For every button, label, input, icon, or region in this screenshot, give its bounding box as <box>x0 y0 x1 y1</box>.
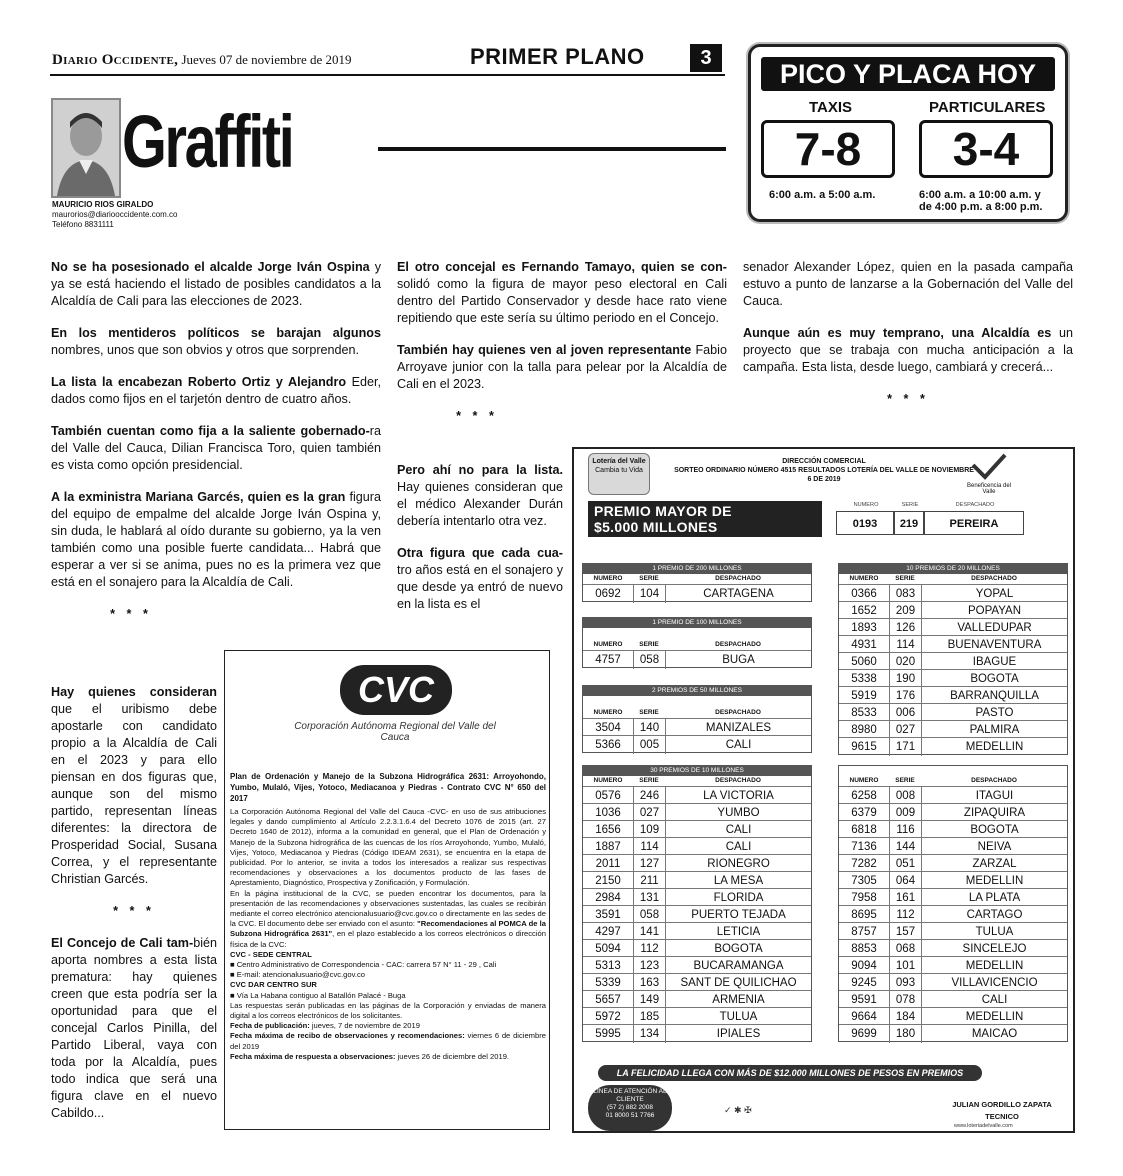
ticket-number: 1893 <box>851 622 877 634</box>
ticket-number: 9591 <box>851 994 877 1006</box>
despachado-city: VALLEDUPAR <box>921 619 1067 637</box>
col-header: DESPACHADO <box>955 502 995 508</box>
sede-email[interactable]: ■ E-mail: atencionalusuario@cvc.gov.co <box>230 970 365 980</box>
mayor-numero: 0193 <box>836 511 894 535</box>
taxis-label: TAXIS <box>809 99 853 116</box>
ticket-serie: 211 <box>633 872 665 890</box>
ticket-number: 1036 <box>595 807 621 819</box>
ticket-serie: 134 <box>633 1025 665 1043</box>
col-header: DESPACHADO <box>971 575 1017 582</box>
col-header: NUMERO <box>593 641 623 648</box>
paragraph: El otro concejal es Fernando Tamayo, quien se con-solidó como la figura de mayor peso electoral en Cali dentro del Partido Conservador y desde hace rato viene repitiendo que este sería su último periodo en el Concejo. <box>397 260 727 325</box>
despachado-city: YOPAL <box>921 585 1067 603</box>
cvc-heading: Plan de Ordenación y Manejo de la Subzona Hidrográfica 2631: Arroyohondo, Yumbo, Mulaló, Vijes, Yotoco, Mediacanoa y Piedras - Contrato CVC N° 650 del 2017 <box>230 772 546 803</box>
pico-title: PICO Y PLACA HOY <box>761 57 1055 91</box>
ticket-number: 5339 <box>595 977 621 989</box>
col-header: NUMERO <box>593 709 623 716</box>
despachado-city: PALMIRA <box>921 721 1067 739</box>
ticket-serie: 068 <box>889 940 921 958</box>
paragraph: También cuentan como fija a la saliente gobernado-ra del Valle del Cauca, Dilian Francisca Toro, quien también es vista como opción presidencial. <box>51 424 381 472</box>
ticket-number: 5313 <box>595 960 621 972</box>
masthead <box>52 52 351 69</box>
separator-stars: * * * <box>113 904 155 918</box>
ticket-number: 1652 <box>851 605 877 617</box>
ticket-number: 7282 <box>851 858 877 870</box>
ticket-serie: 112 <box>633 940 665 958</box>
col-header: DESPACHADO <box>715 575 761 582</box>
author-phone: Teléfono 8831111 <box>52 220 114 229</box>
col-header: DESPACHADO <box>971 777 1017 784</box>
col-header: NUMERO <box>593 777 623 784</box>
despachado-city: LA PLATA <box>921 889 1067 907</box>
prize-row <box>839 1024 1067 1043</box>
particulares-digits: 3-4 <box>919 120 1053 178</box>
prize-row <box>583 1024 811 1043</box>
despachado-city: FLORIDA <box>665 889 811 907</box>
ticket-number: 7136 <box>851 841 877 853</box>
ticket-serie: 161 <box>889 889 921 907</box>
despachado-city: IPIALES <box>665 1025 811 1043</box>
ticket-number: 7958 <box>851 892 877 904</box>
despachado-city: MEDELLIN <box>921 872 1067 890</box>
section-title: PRIMER PLANO <box>470 44 645 69</box>
col-header: SERIE <box>895 777 915 784</box>
prize-group-title: 10 PREMIOS DE 20 MILLONES <box>839 564 1067 574</box>
particulares-time: 6:00 a.m. a 10:00 a.m. y de 4:00 p.m. a 8:00 p.m. <box>919 189 1043 213</box>
col-header: SERIE <box>639 641 659 648</box>
prize-row <box>583 584 811 603</box>
ticket-serie: 209 <box>889 602 921 620</box>
paragraph: Aunque aún es muy temprano, una Alcaldía es un proyecto que se trabaja con mucha anticipación a la campaña. Esta lista, desde luego, cambiará y crecerá... <box>743 326 1073 374</box>
prize-group-title: 1 PREMIO DE 200 MILLONES <box>583 564 811 574</box>
ticket-number: 9699 <box>851 1028 877 1040</box>
seals-icon: ✓ ✱ ✠ <box>724 1105 752 1115</box>
col-header: SERIE <box>639 777 659 784</box>
despachado-city: CALI <box>665 838 811 856</box>
ticket-serie: 104 <box>633 585 665 603</box>
sede-title: CVC - SEDE CENTRAL <box>230 949 312 959</box>
author-name: MAURICIO RIOS GIRALDO <box>52 200 154 209</box>
despachado-city: LETICIA <box>665 923 811 941</box>
prize-table <box>582 617 812 668</box>
col-header: SERIE <box>901 502 919 508</box>
ticket-serie: 190 <box>889 670 921 688</box>
despachado-city: RIONEGRO <box>665 855 811 873</box>
col-header: DESPACHADO <box>715 777 761 784</box>
ticket-number: 9094 <box>851 960 877 972</box>
despachado-city: NEIVA <box>921 838 1067 856</box>
ticket-number: 3504 <box>595 722 621 734</box>
prize-table <box>838 563 1068 755</box>
signature-block: JULIAN GORDILLO ZAPATA TECNICO <box>952 1100 1052 1121</box>
ticket-serie: 127 <box>633 855 665 873</box>
ticket-serie: 008 <box>889 787 921 805</box>
col-header: DESPACHADO <box>715 709 761 716</box>
ticket-serie: 109 <box>633 821 665 839</box>
despachado-city: IBAGUE <box>921 653 1067 671</box>
col-header: NUMERO <box>849 777 879 784</box>
despachado-city: LA MESA <box>665 872 811 890</box>
cvc-logo: CVC <box>340 665 452 715</box>
ticket-number: 6379 <box>851 807 877 819</box>
ticket-serie: 051 <box>889 855 921 873</box>
ticket-serie: 246 <box>633 787 665 805</box>
sede-line: ■ Centro Administrativo de Correspondencia - CAC: carrera 57 N° 11 - 29 , Cali <box>230 960 497 970</box>
prize-table <box>582 685 812 753</box>
header-rule <box>50 74 725 76</box>
ticket-number: 2984 <box>595 892 621 904</box>
prize-group-title: 2 PREMIOS DE 50 MILLONES <box>583 686 811 696</box>
ticket-serie: 171 <box>889 738 921 756</box>
title-rule <box>378 147 726 151</box>
col-header: SERIE <box>639 709 659 716</box>
pico-y-placa-box <box>748 44 1068 222</box>
ticket-serie: 180 <box>889 1025 921 1043</box>
ticket-number: 9615 <box>851 741 877 753</box>
paragraph: En la página institucional de la CVC, se pueden encontrar los documentos, para la presentación de las recomendaciones y observaciones sustentadas, las cuales se recibirán mediante el correo electrónico atencionalusuario@cvc.gov.co o directamente en las sedes de la CVC. El documento debe ser enviado con el asunto: "Recomendaciones al POMCA de la Subzona Hidrográfica 2631", en el plazo establecido a los correos electrónicos o dirección física de la CVC: <box>230 888 546 949</box>
col-header: SERIE <box>895 575 915 582</box>
despachado-city: MEDELLIN <box>921 738 1067 756</box>
despachado-city: BUENAVENTURA <box>921 636 1067 654</box>
atencion-cliente: LINEA DE ATENCIÓN AL CLIENTE (57 2) 882 2008 01 8000 51 7766 <box>588 1085 672 1131</box>
lottery-results <box>572 447 1075 1133</box>
ticket-number: 4297 <box>595 926 621 938</box>
ticket-serie: 083 <box>889 585 921 603</box>
article-column-3 <box>743 259 1073 423</box>
article-column-2 <box>397 259 727 440</box>
despachado-city: BUGA <box>665 651 811 669</box>
ticket-number: 9245 <box>851 977 877 989</box>
ticket-number: 7305 <box>851 875 877 887</box>
ticket-number: 9664 <box>851 1011 877 1023</box>
ticket-serie: 144 <box>889 838 921 856</box>
ticket-number: 6258 <box>851 790 877 802</box>
paragraph: A la exministra Mariana Garcés, quien es la gran figura del equipo de empalme del alcalde Jorge Iván Ospina y, sin duda, le hablará al oído durante su gobierno, ya la ven también como una posible fuerte candidata... Habrá que esperar a ver si se anima, pues no es la primera vez que está en el sonajero para la Alcaldía de Cali. <box>51 490 381 589</box>
taxis-digits: 7-8 <box>761 120 895 178</box>
date-line: Fecha de publicación: jueves, 7 de noviembre de 2019 <box>230 1021 420 1031</box>
ticket-serie: 184 <box>889 1008 921 1026</box>
despachado-city: VILLAVICENCIO <box>921 974 1067 992</box>
article-column-1 <box>51 259 381 638</box>
mayor-despachado: PEREIRA <box>924 511 1024 535</box>
separator-stars: * * * <box>887 392 929 406</box>
ticket-serie: 027 <box>889 721 921 739</box>
despachado-city: POPAYAN <box>921 602 1067 620</box>
ticket-serie: 009 <box>889 804 921 822</box>
ticket-serie: 114 <box>633 838 665 856</box>
paragraph: El Concejo de Cali tam-bién aporta nombres a esta lista prematura: hay quienes creen que esta podría ser la oportunidad para que el concejal Carlos Pinilla, del Partido Liberal, vaya con toda por la Alcaldía, pues todo indica que será una figura clave en el nuevo Cabildo... <box>51 936 217 1120</box>
despachado-city: PUERTO TEJADA <box>665 906 811 924</box>
ticket-serie: 020 <box>889 653 921 671</box>
prize-row <box>583 650 811 669</box>
col-header: NUMERO <box>849 575 879 582</box>
paragraph: Pero ahí no para la lista. Hay quienes consideran que el médico Alexander Durán debería intentarlo otra vez. <box>397 463 563 528</box>
ticket-number: 5919 <box>851 690 877 702</box>
separator-stars: * * * <box>456 409 498 423</box>
ticket-serie: 131 <box>633 889 665 907</box>
paragraph: La Corporación Autónoma Regional del Valle del Cauca -CVC- en uso de sus atribuciones legales y dando cumplimiento al Artículo 2.2.3.1.6.4 del Decreto 1076 de 2015 (art. 27 Decreto 1640 de 2012), informa a la comunidad en general, que el Plan de Ordenación y Manejo de la Subzona hidrográfica de las cuencas de los ríos Arroyohondo, Yumbo, Mulaló, Vijes, Yotoco, Mediacanoa y Piedras (Código IDEAM 2631), se encuentra en la etapa de publicidad. Por lo anterior, se invita a todos los interesados a realizar sus respectivas recomendaciones y observaciones a los documentos producto de las fases de Aprestamiento, Diagnóstico, Prospectiva y Zonificación, y Formulación. <box>230 807 546 888</box>
prize-table <box>582 765 812 1042</box>
prize-group-title: 30 PREMIOS DE 10 MILLONES <box>583 766 811 776</box>
ticket-number: 1656 <box>595 824 621 836</box>
date-line: Fecha máxima de respuesta a observaciones: jueves 26 de diciembre del 2019. <box>230 1051 510 1061</box>
beneficencia-logo: Beneficencia del Valle <box>962 453 1016 493</box>
article-column-1b <box>51 684 217 1137</box>
despachado-city: BOGOTA <box>665 940 811 958</box>
article-column-2b <box>397 462 563 628</box>
ticket-serie: 185 <box>633 1008 665 1026</box>
ticket-serie: 078 <box>889 991 921 1009</box>
despachado-city: SINCELEJO <box>921 940 1067 958</box>
ticket-serie: 123 <box>633 957 665 975</box>
col-header: DESPACHADO <box>715 641 761 648</box>
despachado-city: BARRANQUILLA <box>921 687 1067 705</box>
column-title: Graffiti <box>122 100 293 183</box>
ticket-number: 5338 <box>851 673 877 685</box>
paragraph: En los mentideros políticos se barajan algunos nombres, unos que son obvios y otros que sorprenden. <box>51 326 381 357</box>
ticket-serie: 101 <box>889 957 921 975</box>
despachado-city: CALI <box>665 821 811 839</box>
despachado-city: MEDELLIN <box>921 1008 1067 1026</box>
ticket-number: 5657 <box>595 994 621 1006</box>
ticket-number: 4931 <box>851 639 877 651</box>
sede-line: ■ Vía La Habana contiguo al Batallón Palacé - Buga <box>230 990 406 1000</box>
despachado-city: MAICAO <box>921 1025 1067 1043</box>
despachado-city: PASTO <box>921 704 1067 722</box>
ticket-number: 5060 <box>851 656 877 668</box>
paragraph: senador Alexander López, quien en la pasada campaña estuvo a punto de lanzarse a la Gobernación del Valle del Cauca. <box>743 260 1073 308</box>
ticket-serie: 112 <box>889 906 921 924</box>
cvc-body <box>230 771 546 1062</box>
ticket-number: 5972 <box>595 1011 621 1023</box>
issue-date: Jueves 07 de noviembre de 2019 <box>181 52 352 67</box>
prize-table <box>582 563 812 602</box>
col-header: NUMERO <box>853 502 879 508</box>
despachado-city: ITAGUI <box>921 787 1067 805</box>
particulares-label: PARTICULARES <box>929 99 1046 116</box>
ticket-number: 6818 <box>851 824 877 836</box>
ticket-serie: 141 <box>633 923 665 941</box>
author-block <box>52 200 178 230</box>
despachado-city: MANIZALES <box>665 719 811 737</box>
taxis-time: 6:00 a.m. a 5:00 a.m. <box>769 189 876 201</box>
despachado-city: MEDELLIN <box>921 957 1067 975</box>
ticket-serie: 006 <box>889 704 921 722</box>
ticket-number: 8695 <box>851 909 877 921</box>
sede-title: CVC DAR CENTRO SUR <box>230 980 317 990</box>
despachado-city: CARTAGENA <box>665 585 811 603</box>
despachado-city: BUCARAMANGA <box>665 957 811 975</box>
prize-group-title: 1 PREMIO DE 100 MILLONES <box>583 618 811 628</box>
ticket-serie: 114 <box>889 636 921 654</box>
paragraph: No se ha posesionado el alcalde Jorge Iván Ospina y ya se está haciendo el listado de posibles candidatos a la Alcaldía de Cali para las elecciones de 2023. <box>51 260 381 308</box>
ticket-serie: 005 <box>633 736 665 754</box>
lottery-heading: DIRECCIÓN COMERCIAL SORTEO ORDINARIO NÚMERO 4515 RESULTADOS LOTERÍA DEL VALLE DE NOVIEMBRE 6 DE 2019 <box>674 458 974 483</box>
despachado-city: ARMENIA <box>665 991 811 1009</box>
despachado-city: TULUA <box>665 1008 811 1026</box>
ticket-number: 0576 <box>595 790 621 802</box>
ticket-number: 8757 <box>851 926 877 938</box>
ticket-number: 5995 <box>595 1028 621 1040</box>
author-photo <box>51 98 121 198</box>
despachado-city: BOGOTA <box>921 821 1067 839</box>
ticket-serie: 157 <box>889 923 921 941</box>
ticket-number: 4757 <box>595 654 621 666</box>
prize-row <box>583 735 811 754</box>
ticket-serie: 064 <box>889 872 921 890</box>
paragraph: Hay quienes consideran que el uribismo debe apostarle con candidato propio a la Alcaldía de Cali en el 2023 y para ello piensan en dos figuras que, aunque son del mismo partido, representan líneas diferentes: la directora de Prosperidad Social, Susana Correa, y el representante Christian Garcés. <box>51 685 217 886</box>
despachado-city: TULUA <box>921 923 1067 941</box>
ticket-number: 5094 <box>595 943 621 955</box>
ticket-serie: 140 <box>633 719 665 737</box>
ticket-serie: 058 <box>633 906 665 924</box>
ticket-number: 1887 <box>595 841 621 853</box>
despachado-city: ZARZAL <box>921 855 1067 873</box>
ticket-number: 8853 <box>851 943 877 955</box>
ticket-number: 5366 <box>595 739 621 751</box>
mayor-serie: 219 <box>894 511 924 535</box>
col-header: SERIE <box>639 575 659 582</box>
ticket-serie: 126 <box>889 619 921 637</box>
despachado-city: ZIPAQUIRA <box>921 804 1067 822</box>
prize-table <box>838 765 1068 1042</box>
despachado-city: BOGOTA <box>921 670 1067 688</box>
paragraph: Otra figura que cada cua-tro años está en el sonajero y que desde ya entró de nuevo en la lista es el <box>397 546 563 611</box>
despachado-city: SANT DE QUILICHAO <box>665 974 811 992</box>
ticket-serie: 163 <box>633 974 665 992</box>
author-email[interactable]: maurorios@diariooccidente.com.co <box>52 210 178 219</box>
prize-row <box>839 737 1067 756</box>
prize-group-title <box>839 766 1067 776</box>
col-header: NUMERO <box>593 575 623 582</box>
despachado-city: LA VICTORIA <box>665 787 811 805</box>
check-icon <box>969 453 1009 481</box>
ticket-number: 3591 <box>595 909 621 921</box>
ticket-number: 2150 <box>595 875 621 887</box>
paragraph: Las respuestas serán publicadas en las páginas de la Corporación y enviadas de manera digital a los correos electrónicos de los solicitantes. <box>230 1000 546 1021</box>
cvc-notice <box>224 650 550 1130</box>
ticket-number: 8980 <box>851 724 877 736</box>
ticket-number: 0366 <box>851 588 877 600</box>
loteria-logo: Lotería del Valle Cambia tu Vida <box>588 453 650 495</box>
paragraph: También hay quienes ven al joven representante Fabio Arroyave junior con la talla para pelear por la Alcaldía de Cali en el 2023. <box>397 343 727 391</box>
despachado-city: CALI <box>921 991 1067 1009</box>
newspaper-name: Diario Occidente, <box>52 52 179 68</box>
ticket-number: 8533 <box>851 707 877 719</box>
despachado-city: CARTAGO <box>921 906 1067 924</box>
cvc-subtitle: Corporación Autónoma Regional del Valle del Cauca <box>294 721 496 743</box>
paragraph: La lista la encabezan Roberto Ortiz y Alejandro Eder, dados como fijos en el tarjetón dentro de cuatro años. <box>51 375 381 406</box>
ticket-serie: 176 <box>889 687 921 705</box>
despachado-city: CALI <box>665 736 811 754</box>
ticket-serie: 027 <box>633 804 665 822</box>
lottery-website[interactable]: www.loteriadelvalle.com <box>954 1123 1013 1129</box>
ticket-serie: 116 <box>889 821 921 839</box>
separator-stars: * * * <box>110 607 152 621</box>
premio-mayor-banner: PREMIO MAYOR DE $5.000 MILLONES <box>588 501 822 537</box>
page-number: 3 <box>690 44 722 72</box>
ticket-number: 0692 <box>595 588 621 600</box>
date-line: Fecha máxima de recibo de observaciones y recomendaciones: viernes 6 de diciembre del 2019 <box>230 1031 546 1051</box>
ticket-number: 2011 <box>595 858 621 870</box>
ticket-serie: 149 <box>633 991 665 1009</box>
ticket-serie: 058 <box>633 651 665 669</box>
ticket-serie: 093 <box>889 974 921 992</box>
despachado-city: YUMBO <box>665 804 811 822</box>
felicidad-banner: LA FELICIDAD LLEGA CON MÁS DE $12.000 MILLONES DE PESOS EN PREMIOS <box>598 1065 982 1081</box>
